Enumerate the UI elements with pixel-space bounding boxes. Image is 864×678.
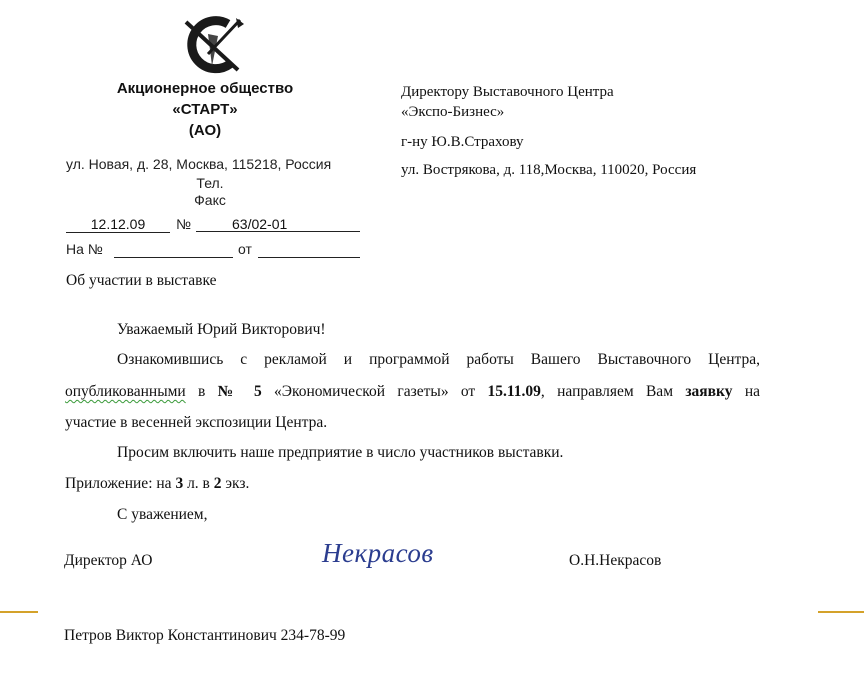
ref-label: На №	[66, 241, 103, 257]
ref-from-label: от	[238, 241, 252, 257]
greeting: Уважаемый Юрий Викторович!	[117, 321, 326, 338]
letter-subject: Об участии в выставке	[66, 272, 217, 289]
recipient-org: «Экспо-Бизнес»	[401, 104, 505, 120]
closing: С уважением,	[117, 506, 208, 523]
recipient-address: ул. Вострякова, д. 118,Москва, 110020, Россия	[401, 162, 697, 178]
spellcheck-word: опубликованными	[65, 383, 186, 400]
date-field: 12.12.09	[66, 216, 170, 233]
right-divider	[818, 611, 864, 613]
handwritten-signature: Некрасов	[322, 538, 434, 568]
attachment-pages: 3	[175, 475, 184, 492]
paragraph-1-line-1: Ознакомившись с рекламой и программой работы Вашего Выставочного Центра,	[117, 351, 760, 368]
application-word: заявку	[685, 383, 733, 400]
number-field: 63/02-01	[196, 216, 360, 232]
executor-line: Петров Виктор Константинович 234-78-99	[64, 627, 346, 644]
ref-number-field	[114, 241, 233, 258]
org-form: (АО)	[188, 122, 222, 139]
signer-name: О.Н.Некрасов	[569, 552, 662, 569]
company-logo-icon	[178, 14, 248, 76]
paragraph-1-line-3: участие в весенней экспозиции Центра.	[65, 414, 328, 431]
left-divider	[0, 611, 38, 613]
org-short-name: «СТАРТ»	[172, 101, 238, 118]
publication-date: 15.11.09	[487, 383, 541, 400]
attachment-copies: 2	[213, 475, 222, 492]
number-label: №	[176, 216, 192, 232]
paragraph-1-line-2: опубликованными в № 5 «Экономической газеты» от 15.11.09, направляем Вам заявку на	[65, 383, 760, 400]
sender-address: ул. Новая, д. 28, Москва, 115218, Россия	[66, 156, 332, 172]
attachment-line: Приложение: на 3 л. в 2 экз.	[65, 475, 250, 492]
recipient-title: Директору Выставочного Центра	[401, 84, 614, 100]
fax-label: Факс	[194, 192, 226, 208]
issue-number: № 5	[217, 383, 262, 400]
paragraph-2: Просим включить наше предприятие в число участников выставки.	[117, 444, 564, 461]
ref-date-field	[258, 241, 360, 258]
recipient-person: г-ну Ю.В.Страхову	[401, 134, 524, 150]
tel-label: Тел.	[196, 175, 224, 191]
signer-title: Директор АО	[64, 552, 153, 569]
org-name: Акционерное общество	[116, 80, 294, 97]
